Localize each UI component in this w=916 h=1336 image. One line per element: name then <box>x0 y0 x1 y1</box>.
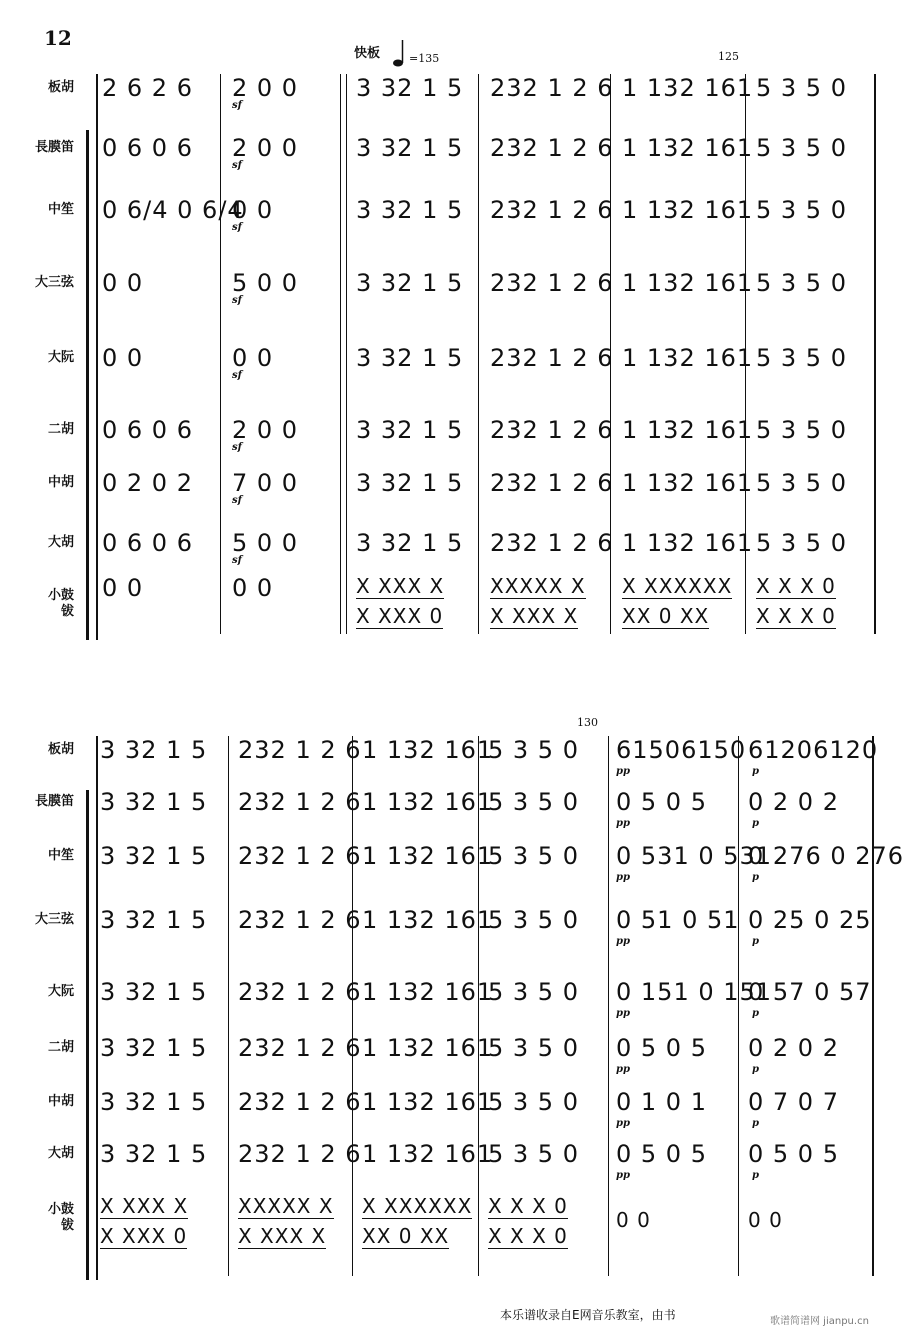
dynamic-marking: p <box>752 936 759 947</box>
dynamic-marking: pp <box>616 1118 630 1129</box>
note-cell: 3 32 1 5 <box>100 1088 208 1116</box>
note-cell: 1 132 161 <box>622 134 754 162</box>
measure-barline <box>346 74 347 634</box>
note-cell: 1 132 161 <box>622 74 754 102</box>
note-cell: 3 32 1 5 <box>100 906 208 934</box>
dynamic-marking: sf <box>232 160 242 171</box>
system-brace <box>86 790 99 1280</box>
note-cell: 1 132 161 <box>622 196 754 224</box>
measure-barline <box>220 74 221 634</box>
drum-notes-bottom: XX 0 XX <box>622 604 710 628</box>
note-cell: 0 0 <box>232 196 274 224</box>
note-cell: 0 2 0 2 <box>748 1034 839 1062</box>
note-cell: 5 3 5 0 <box>488 842 579 870</box>
drum-notes-top: X XXX X <box>100 1194 189 1218</box>
note-cell: 0 57 0 57 <box>748 978 872 1006</box>
instrument-label: 中胡 <box>47 1094 74 1109</box>
measure-barline <box>228 736 229 1276</box>
dynamic-marking: sf <box>232 100 242 111</box>
note-cell: 0 0 <box>232 574 274 602</box>
note-cell: 1 132 161 <box>622 529 754 557</box>
drum-notes-top: X X X 0 <box>488 1194 568 1218</box>
note-cell: 0 6/4 0 6/4 <box>102 196 244 224</box>
drum-notes-top: XXXXX X <box>490 574 586 598</box>
note-cell: 3 32 1 5 <box>356 269 464 297</box>
note-cell: 0 51 0 51 <box>616 906 740 934</box>
note-cell: 232 1 2 6 <box>490 196 614 224</box>
note-cell: 0 5 0 5 <box>616 1140 707 1168</box>
quarter-note-icon <box>392 38 408 68</box>
note-cell: 1 132 161 <box>622 416 754 444</box>
note-cell: 0 25 0 25 <box>748 906 872 934</box>
note-cell: 5 0 0 <box>232 529 299 557</box>
note-cell: 232 1 2 6 <box>238 978 362 1006</box>
dynamic-marking: pp <box>616 1170 630 1181</box>
note-cell: 2 0 0 <box>232 74 299 102</box>
measure-barline <box>478 736 479 1276</box>
note-cell: 1 132 161 <box>362 788 494 816</box>
note-cell: 5 3 5 0 <box>756 74 847 102</box>
note-cell: 3 32 1 5 <box>100 1034 208 1062</box>
instrument-label: 二胡 <box>47 1040 74 1055</box>
note-cell: 1 132 161 <box>362 1034 494 1062</box>
dynamic-marking: p <box>752 766 759 777</box>
note-cell: 3 32 1 5 <box>100 1140 208 1168</box>
measure-barline <box>352 736 353 1276</box>
dynamic-marking: sf <box>232 370 242 381</box>
note-cell: 0 5 0 5 <box>748 1140 839 1168</box>
dynamic-marking: sf <box>232 495 242 506</box>
dynamic-marking: pp <box>616 872 630 883</box>
measure-number-130: 130 <box>577 716 598 729</box>
note-cell: 232 1 2 6 <box>238 736 362 764</box>
measure-barline <box>478 74 479 634</box>
dynamic-marking: pp <box>616 936 630 947</box>
note-cell: 0 7 0 7 <box>748 1088 839 1116</box>
note-cell: 3 32 1 5 <box>356 134 464 162</box>
note-cell: 0 2 0 2 <box>102 469 193 497</box>
note-cell: 232 1 2 6 <box>238 1088 362 1116</box>
note-cell: 5 3 5 0 <box>488 906 579 934</box>
instrument-label: 二胡 <box>47 422 74 437</box>
note-cell: 0 2 0 2 <box>748 788 839 816</box>
dynamic-marking: p <box>752 1170 759 1181</box>
measure-barline <box>340 74 341 634</box>
system-brace <box>86 130 99 640</box>
dynamic-marking: pp <box>616 1064 630 1075</box>
note-cell: 232 1 2 6 <box>238 842 362 870</box>
dynamic-marking: p <box>752 1008 759 1019</box>
drum-rest: 0 0 <box>616 1208 651 1232</box>
note-cell: 3 32 1 5 <box>100 788 208 816</box>
note-cell: 232 1 2 6 <box>238 1034 362 1062</box>
drum-notes-top: X XXXXXX <box>362 1194 473 1218</box>
drum-notes-bottom: X XXX X <box>490 604 579 628</box>
note-cell: 2 0 0 <box>232 416 299 444</box>
instrument-label: 大三弦 <box>34 912 74 927</box>
note-cell: 232 1 2 6 <box>238 906 362 934</box>
note-cell: 3 32 1 5 <box>356 74 464 102</box>
measure-barline <box>872 736 874 1276</box>
instrument-label: 中笙 <box>47 848 74 863</box>
note-cell: 0 151 0 151 <box>616 978 773 1006</box>
instrument-label: 板胡 <box>47 742 74 757</box>
note-cell: 0 0 <box>102 269 144 297</box>
instrument-label: 大阮 <box>47 350 74 365</box>
drum-notes-top: X XXX X <box>356 574 445 598</box>
drum-notes-bottom: X X X 0 <box>488 1224 568 1248</box>
note-cell: 1 132 161 <box>362 978 494 1006</box>
drum-notes-top: X XXXXXX <box>622 574 733 598</box>
drum-notes-top: XXXXX X <box>238 1194 334 1218</box>
note-cell: 0 276 0 276 <box>748 842 905 870</box>
note-cell: 232 1 2 6 <box>238 788 362 816</box>
instrument-label: 中笙 <box>47 202 74 217</box>
note-cell: 232 1 2 6 <box>490 344 614 372</box>
dynamic-marking: p <box>752 1064 759 1075</box>
dynamic-marking: pp <box>616 766 630 777</box>
note-cell: 3 32 1 5 <box>356 529 464 557</box>
note-cell: 5 3 5 0 <box>488 788 579 816</box>
note-cell: 5 3 5 0 <box>756 416 847 444</box>
dynamic-marking: pp <box>616 1008 630 1019</box>
note-cell: 5 3 5 0 <box>756 196 847 224</box>
instrument-label: 小鼓 钹 <box>47 1202 74 1233</box>
note-cell: 5 3 5 0 <box>488 736 579 764</box>
note-cell: 5 3 5 0 <box>756 344 847 372</box>
note-cell: 232 1 2 6 <box>490 269 614 297</box>
note-cell: 1 132 161 <box>362 906 494 934</box>
note-cell: 232 1 2 6 <box>490 416 614 444</box>
note-cell: 0 1 0 1 <box>616 1088 707 1116</box>
instrument-label: 大胡 <box>47 1146 74 1161</box>
instrument-label: 大三弦 <box>34 275 74 290</box>
instrument-label: 中胡 <box>47 475 74 490</box>
note-cell: 5 3 5 0 <box>756 529 847 557</box>
note-cell: 3 32 1 5 <box>356 416 464 444</box>
note-cell: 1 132 161 <box>362 736 494 764</box>
page-number: 12 <box>44 26 72 50</box>
drum-notes-top: X X X 0 <box>756 574 836 598</box>
tempo-bpm: =135 <box>409 52 440 65</box>
note-cell: 7 0 0 <box>232 469 299 497</box>
watermark: 歌谱简谱网 jianpu.cn <box>770 1316 869 1327</box>
note-cell: 232 1 2 6 <box>490 134 614 162</box>
note-cell: 1 132 161 <box>622 344 754 372</box>
note-cell: 1 132 161 <box>362 1140 494 1168</box>
note-cell: 3 32 1 5 <box>356 196 464 224</box>
instrument-label: 長膜笛 <box>34 140 74 155</box>
note-cell: 0 0 <box>232 344 274 372</box>
note-cell: 232 1 2 6 <box>490 529 614 557</box>
measure-barline <box>874 74 876 634</box>
note-cell: 3 32 1 5 <box>100 978 208 1006</box>
note-cell: 5 3 5 0 <box>488 978 579 1006</box>
measure-barline <box>608 736 609 1276</box>
dynamic-marking: sf <box>232 295 242 306</box>
note-cell: 1 132 161 <box>622 269 754 297</box>
drum-notes-bottom: X XXX X <box>238 1224 327 1248</box>
drum-notes-bottom: X XXX 0 <box>356 604 444 628</box>
dynamic-marking: sf <box>232 222 242 233</box>
drum-notes-bottom: X XXX 0 <box>100 1224 188 1248</box>
note-cell: 2 6 2 6 <box>102 74 193 102</box>
footer-credit: 本乐谱收录自E网音乐教室，由书 <box>500 1308 676 1322</box>
note-cell: 3 32 1 5 <box>356 344 464 372</box>
drum-notes-bottom: XX 0 XX <box>362 1224 450 1248</box>
drum-rest: 0 0 <box>748 1208 783 1232</box>
note-cell: 5 3 5 0 <box>756 469 847 497</box>
note-cell: 5 3 5 0 <box>488 1140 579 1168</box>
note-cell: 0 0 <box>102 344 144 372</box>
note-cell: 5 3 5 0 <box>488 1034 579 1062</box>
note-cell: 0 0 <box>102 574 144 602</box>
note-cell: 5 3 5 0 <box>488 1088 579 1116</box>
dynamic-marking: p <box>752 818 759 829</box>
note-cell: 0 531 0 531 <box>616 842 773 870</box>
note-cell: 3 32 1 5 <box>356 469 464 497</box>
dynamic-marking: p <box>752 872 759 883</box>
note-cell: 0 6 0 6 <box>102 134 193 162</box>
instrument-label: 板胡 <box>47 80 74 95</box>
instrument-label: 大阮 <box>47 984 74 999</box>
note-cell: 232 1 2 6 <box>490 469 614 497</box>
note-cell: 1 132 161 <box>622 469 754 497</box>
drum-notes-bottom: X X X 0 <box>756 604 836 628</box>
note-cell: 232 1 2 6 <box>490 74 614 102</box>
measure-barline <box>738 736 739 1276</box>
note-cell: 232 1 2 6 <box>238 1140 362 1168</box>
note-cell: 3 32 1 5 <box>100 736 208 764</box>
note-cell: 61206120 <box>748 736 879 764</box>
dynamic-marking: sf <box>232 555 242 566</box>
instrument-label: 長膜笛 <box>34 794 74 809</box>
note-cell: 1 132 161 <box>362 842 494 870</box>
note-cell: 0 6 0 6 <box>102 529 193 557</box>
note-cell: 0 5 0 5 <box>616 788 707 816</box>
note-cell: 5 0 0 <box>232 269 299 297</box>
note-cell: 5 3 5 0 <box>756 134 847 162</box>
note-cell: 0 6 0 6 <box>102 416 193 444</box>
note-cell: 0 5 0 5 <box>616 1034 707 1062</box>
dynamic-marking: sf <box>232 442 242 453</box>
note-cell: 2 0 0 <box>232 134 299 162</box>
instrument-label: 大胡 <box>47 535 74 550</box>
dynamic-marking: p <box>752 1118 759 1129</box>
note-cell: 1 132 161 <box>362 1088 494 1116</box>
measure-number-125: 125 <box>718 50 739 63</box>
note-cell: 5 3 5 0 <box>756 269 847 297</box>
note-cell: 3 32 1 5 <box>100 842 208 870</box>
tempo-marking: 快板 <box>354 46 381 61</box>
instrument-label: 小鼓 钹 <box>47 588 74 619</box>
note-cell: 61506150 <box>616 736 747 764</box>
dynamic-marking: pp <box>616 818 630 829</box>
